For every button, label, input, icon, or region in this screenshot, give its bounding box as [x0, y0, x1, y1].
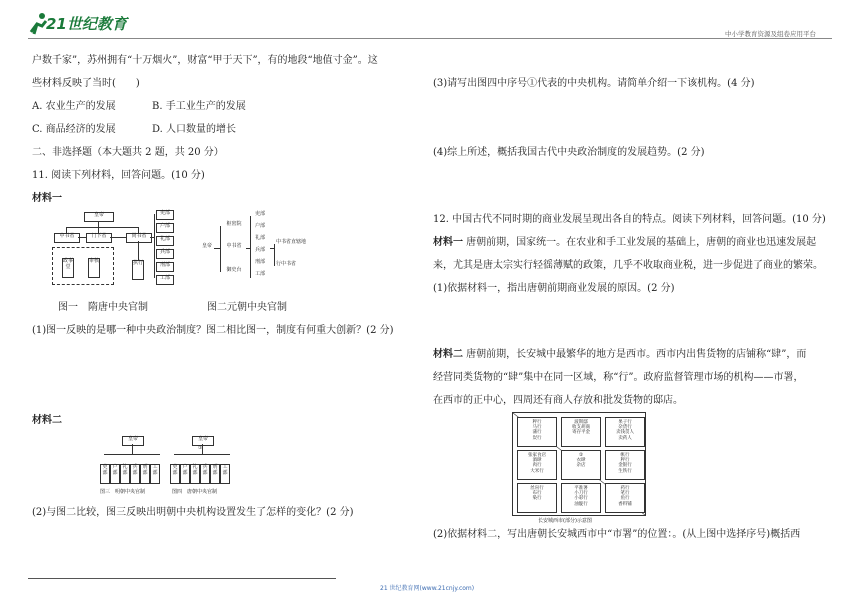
header-platform-text: 中小学教育资源及组卷应用平台: [725, 30, 816, 38]
intro-line-2: 些材料反映了当时( ): [32, 78, 140, 89]
fig1-ministry-5: 刑部: [156, 262, 174, 272]
fig4-ministry-4: 兵部: [200, 464, 210, 484]
fig1-emperor: 皇帝: [84, 212, 114, 222]
q12-material-2-line-2: 经营同类货物的“肆”集中在同一区域，称“行”。政府监督管理市场的机构——市署，: [433, 372, 804, 383]
fig1-ministry-3: 礼部: [156, 236, 174, 246]
fig3-ministry-2: 户部: [110, 464, 120, 484]
fig3-emperor: 皇帝: [122, 436, 144, 446]
figure-1-diagram: [52, 210, 172, 285]
option-c: C. 商品经济的发展: [32, 124, 116, 135]
fig3-ministry-4: 兵部: [130, 464, 140, 484]
brand-text: 21世纪教育: [46, 15, 127, 33]
map-caption: 长安城西市(部分)示意图: [538, 518, 592, 524]
fig2-local-2: 行中书省: [276, 262, 316, 270]
option-a: A. 农业生产的发展: [32, 101, 116, 112]
fig2-zhongshu: 中书省: [222, 244, 246, 252]
fig1-zhengshi: 政事堂: [62, 258, 74, 278]
figure-2-caption: 图二元朝中央官制: [207, 302, 287, 313]
material-2-title: 材料二: [32, 415, 62, 426]
map-cell-0-2: 果子行 杂货行 卖钱贯人 卖药人: [605, 417, 645, 447]
map-cell-0-1: 波斯邸 收支胡商 寄存平金: [561, 417, 601, 447]
fig1-ministry-2: 户部: [156, 223, 174, 233]
figure-2-diagram: [200, 212, 330, 287]
fig2-local-1: 中书省直辖地: [276, 240, 316, 248]
map-cell-1-1: ② 衣肆 杂店: [561, 450, 601, 480]
fig4-emperor: 皇帝: [192, 436, 214, 446]
fig2-ministry-6: 工部: [252, 272, 268, 280]
figure-3-4-diagram: [100, 436, 240, 496]
fig4-ministry-2: 户部: [180, 464, 190, 484]
fig2-ministry-5: 刑部: [252, 260, 268, 268]
option-d: D. 人口数量的增长: [152, 124, 237, 135]
fig4-ministry-1: 吏部: [170, 464, 180, 484]
fig1-shangshu: 尚书省: [126, 233, 152, 243]
q12-material-2-line-1: 材料二 唐朝前期，长安城中最繁华的地方是西市。西市内出售货物的店铺称“肆”，而: [433, 349, 807, 360]
fig2-yushi: 御史台: [222, 268, 246, 276]
fig3-caption: 图三 明朝中央官制: [100, 489, 146, 495]
intro-line-1: 户数千家”，苏州拥有“十万烟火”，财富“甲于天下”，有的地段“地值寸金”。这: [32, 55, 378, 66]
fig3-ministry-6: 工部: [150, 464, 160, 484]
footer-divider: [28, 578, 336, 579]
figure-1-caption: 图一 隋唐中央官制: [58, 302, 148, 313]
fig1-ministry-6: 工部: [156, 275, 174, 285]
footer-text: 21 世纪教育网(www.21cnjy.com): [380, 585, 475, 592]
option-b: B. 手工业生产的发展: [152, 101, 246, 112]
fig4-ministry-6: 工部: [220, 464, 230, 484]
q12-material-2-line-3: 在西市的正中心，四周还有商人存放和批发货物的邸店。: [433, 395, 683, 406]
q12-material-1-line-1: 材料一 唐朝前期，国家统一。在农业和手工业发展的基础上，唐朝的商业也迅速发展起: [433, 237, 817, 248]
q11-part-2: (2)与图二比较，图三反映出明朝中央机构设置发生了怎样的变化？(2 分): [32, 507, 354, 518]
q12-material-1-label: 材料一: [433, 237, 463, 248]
material-1-title: 材料一: [32, 193, 62, 204]
q11-part-4: (4)综上所述，概括我国古代中央政治制度的发展趋势。(2 分): [433, 147, 705, 158]
fig1-menxia: 门下省: [86, 233, 112, 243]
fig2-ministry-4: 兵部: [252, 248, 268, 256]
map-cell-2-0: 丝帛行 布行 染行: [517, 483, 557, 513]
fig2-emperor: 皇帝: [200, 244, 214, 252]
header-divider: [28, 38, 832, 39]
fig4-mark: ①: [198, 445, 203, 451]
fig4-ministry-5: 刑部: [210, 464, 220, 484]
map-cell-0-0: 秤行 马行 蒲行 炭行: [517, 417, 557, 447]
map-cell-2-2: 药行 笔行 鱼行 香料铺: [605, 483, 645, 513]
q12-stem: 12. 中国古代不同时期的商业发展呈现出各自的特点。阅读下列材料，回答问题。(10 分): [433, 214, 826, 225]
map-cell-2-1: 平准署 小刀行 小彩行 油靛行: [561, 483, 601, 513]
fig2-ministry-2: 户部: [252, 224, 268, 232]
q12-part-2: (2)依据材料二，写出唐朝长安城西市中“市署”的位置：。(从上图中选择序号)概括西: [433, 529, 801, 540]
fig2-shumi: 枢密院: [222, 222, 246, 230]
fig2-ministry-1: 吏部: [252, 212, 268, 220]
q12-part-1: (1)依据材料一，指出唐朝前期商业发展的原因。(2 分): [433, 283, 675, 294]
q11-part-1: (1)图一反映的是哪一种中央政治制度？图二相比图一，制度有何重大创新？(2 分): [32, 325, 394, 336]
section-2-heading: 二、非选择题（本大题共 2 题，共 20 分）: [32, 147, 224, 158]
fig4-caption: 图四 唐朝中央官制: [172, 489, 218, 495]
fig3-ministry-1: 吏部: [100, 464, 110, 484]
fig1-zhixing: 执行: [132, 260, 144, 280]
fig1-ministry-4: 兵部: [156, 249, 174, 259]
q11-part-3: (3)请写出图四中序号①代表的中央机构。请简单介绍一下该机构。(4 分): [433, 78, 755, 89]
fig1-ministry-1: 吏部: [156, 210, 174, 220]
fig1-zhongshu: 中书省: [54, 233, 80, 243]
fig3-ministry-5: 刑部: [140, 464, 150, 484]
fig2-ministry-3: 礼部: [252, 236, 268, 244]
map-cell-1-2: 帐行 秤行 金银行 生铁行: [605, 450, 645, 480]
fig1-shenyi: 审核: [88, 258, 100, 278]
map-cell-1-0: 张家食店 酒肆 肉行 大米行: [517, 450, 557, 480]
fig4-ministry-3: 礼部: [190, 464, 200, 484]
fig3-ministry-3: 礼部: [120, 464, 130, 484]
q12-material-2-label: 材料二: [433, 349, 463, 360]
q12-material-1-line-2: 来，尤其是唐太宗实行轻徭薄赋的政策，几乎不收取商业税，进一步促进了商业的繁荣。: [433, 260, 823, 271]
west-market-map: [512, 412, 646, 516]
q11-stem: 11. 阅读下列材料，回答问题。(10 分): [32, 170, 205, 181]
